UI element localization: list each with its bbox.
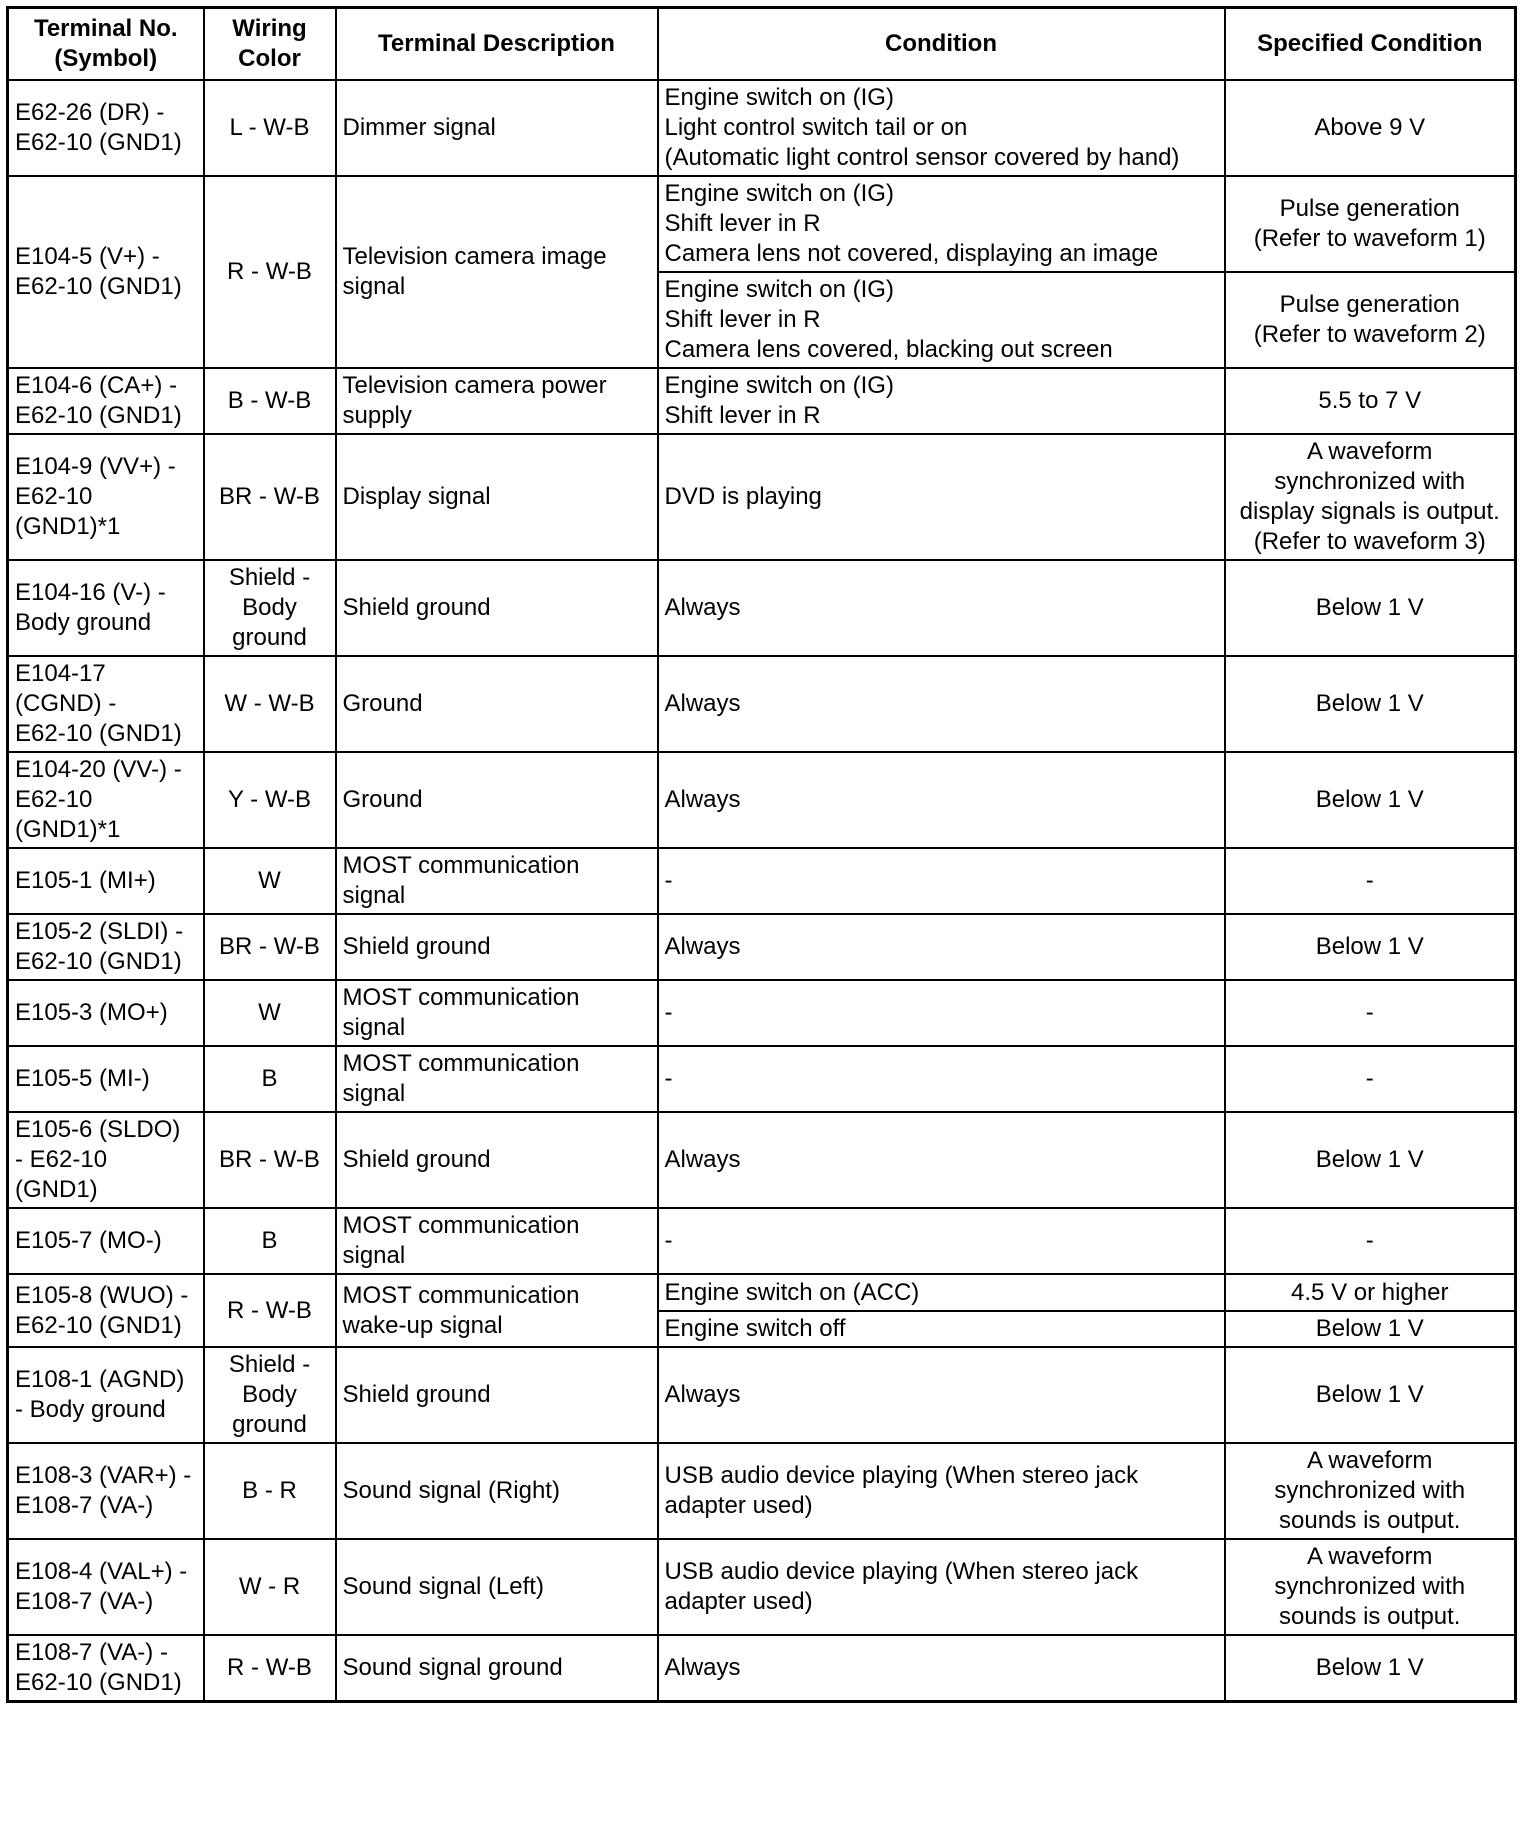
wiring-color-cell <box>204 1347 336 1443</box>
description-cell <box>336 980 658 1046</box>
terminal-cell <box>8 434 204 560</box>
terminal-cell <box>8 914 204 980</box>
header-condition: Condition <box>658 8 1225 81</box>
wiring-color-cell <box>204 1443 336 1539</box>
wiring-color-cell <box>204 560 336 656</box>
terminal-cell <box>8 368 204 434</box>
header-specified-condition: Specified Condition <box>1225 8 1516 81</box>
description-cell-text: Dimmer signal <box>342 114 496 141</box>
specified-condition-cell <box>1225 368 1516 434</box>
wiring-color-cell-text: B <box>261 1065 278 1092</box>
description-cell-text: Sound signal (Left) <box>342 1573 544 1600</box>
specified-condition-cell-text: Above 9 V <box>1314 114 1426 141</box>
condition-cell-text: DVD is playing <box>664 483 822 510</box>
condition-cell <box>658 914 1225 980</box>
description-cell-text: Sound signal (Right) <box>342 1477 560 1504</box>
specified-condition-cell-text: 5.5 to 7 V <box>1318 387 1422 414</box>
specified-condition-cell <box>1225 1539 1516 1635</box>
wiring-color-cell <box>204 1274 336 1347</box>
description-cell <box>336 656 658 752</box>
condition-cell <box>658 656 1225 752</box>
specified-condition-cell-text: A waveform synchronized with sounds is output. <box>1274 1447 1466 1534</box>
description-cell-text: Ground <box>342 690 423 717</box>
wiring-color-cell <box>204 1208 336 1274</box>
specified-condition-cell <box>1225 848 1516 914</box>
description-cell <box>336 434 658 560</box>
wiring-color-cell <box>204 980 336 1046</box>
terminal-cell-text: E104-16 (V-) - Body ground <box>15 579 166 636</box>
condition-cell <box>658 1208 1225 1274</box>
wiring-color-cell-text: L - W-B <box>229 114 310 141</box>
condition-cell-text: Always <box>664 1381 741 1408</box>
specified-condition-cell-text: Below 1 V <box>1315 1654 1424 1681</box>
condition-cell-text: Engine switch on (IG) Light control switch tail or on (Automatic light control sensor covered by hand) <box>664 84 1180 171</box>
specified-condition-cell <box>1225 1046 1516 1112</box>
terminal-cell <box>8 560 204 656</box>
specified-condition-cell <box>1225 1635 1516 1702</box>
specified-condition-cell <box>1225 80 1516 176</box>
condition-cell-text: USB audio device playing (When stereo jack adapter used) <box>664 1558 1139 1615</box>
condition-cell-text: Always <box>664 786 741 813</box>
description-cell-text: Display signal <box>342 483 491 510</box>
wiring-color-cell-text: Shield - Body ground <box>228 1351 311 1438</box>
description-cell-text: Shield ground <box>342 933 491 960</box>
terminal-cell-text: E105-7 (MO-) <box>15 1227 162 1254</box>
specified-condition-cell-text: Below 1 V <box>1315 594 1424 621</box>
terminal-cell-text: E104-9 (VV+) - E62-10 (GND1)*1 <box>15 453 176 540</box>
description-cell <box>336 1274 658 1347</box>
description-cell <box>336 1046 658 1112</box>
specified-condition-cell <box>1225 1112 1516 1208</box>
terminal-cell-text: E62-26 (DR) - E62-10 (GND1) <box>15 99 182 156</box>
table-row <box>8 176 1516 272</box>
terminal-cell-text: E104-17 (CGND) - E62-10 (GND1) <box>15 660 182 747</box>
description-cell-text: MOST communication wake-up signal <box>342 1281 580 1339</box>
specified-condition-cell <box>1225 980 1516 1046</box>
wiring-color-cell-text: W <box>258 867 281 894</box>
table-row <box>8 1443 1516 1539</box>
specified-condition-cell <box>1225 752 1516 848</box>
specified-condition-cell-text: A waveform synchronized with sounds is output. <box>1274 1543 1466 1630</box>
table-header <box>8 8 1516 81</box>
description-cell-text: Shield ground <box>342 1146 491 1173</box>
wiring-color-cell <box>204 176 336 368</box>
condition-cell <box>658 80 1225 176</box>
terminal-cell-text: E105-1 (MI+) <box>15 867 156 894</box>
condition-cell <box>658 434 1225 560</box>
specified-condition-cell <box>1225 272 1516 368</box>
terminal-cell <box>8 1347 204 1443</box>
terminal-cell <box>8 752 204 848</box>
wiring-color-cell <box>204 1046 336 1112</box>
terminal-cell-text: E108-7 (VA-) - E62-10 (GND1) <box>15 1639 182 1696</box>
terminal-cell <box>8 980 204 1046</box>
description-cell-text: MOST communication signal <box>342 852 580 909</box>
wiring-color-cell <box>204 914 336 980</box>
wiring-color-cell <box>204 368 336 434</box>
terminal-cell <box>8 80 204 176</box>
description-cell-text: Television camera power supply <box>342 372 607 429</box>
terminal-cell-text: E105-8 (WUO) - E62-10 (GND1) <box>15 1281 189 1339</box>
description-cell <box>336 368 658 434</box>
table-row <box>8 1274 1516 1311</box>
description-cell <box>336 176 658 368</box>
condition-cell-text: Always <box>664 1654 741 1681</box>
condition-cell-text: USB audio device playing (When stereo jack adapter used) <box>664 1462 1139 1519</box>
description-cell-text: Shield ground <box>342 594 491 621</box>
description-cell <box>336 1443 658 1539</box>
table-row <box>8 848 1516 914</box>
terminal-cell-text: E105-5 (MI-) <box>15 1065 150 1092</box>
table-row <box>8 1347 1516 1443</box>
specified-condition-cell <box>1225 1443 1516 1539</box>
description-cell-text: Shield ground <box>342 1381 491 1408</box>
condition-cell <box>658 1046 1225 1112</box>
table-row <box>8 434 1516 560</box>
condition-cell <box>658 272 1225 368</box>
specified-condition-cell <box>1225 914 1516 980</box>
specified-condition-cell <box>1225 176 1516 272</box>
terminal-cell <box>8 1208 204 1274</box>
condition-cell-text: - <box>664 1065 673 1092</box>
table-row <box>8 1635 1516 1702</box>
condition-cell <box>658 1274 1225 1311</box>
specified-condition-cell-text: - <box>1365 999 1374 1026</box>
specified-condition-cell-text: - <box>1365 867 1374 894</box>
header-terminal-description: Terminal Description <box>336 8 658 81</box>
terminal-cell-text: E108-3 (VAR+) - E108-7 (VA-) <box>15 1462 192 1519</box>
specified-condition-cell-text: - <box>1365 1065 1374 1092</box>
specified-condition-cell <box>1225 1208 1516 1274</box>
condition-cell-text: - <box>664 999 673 1026</box>
terminal-cell <box>8 1274 204 1347</box>
condition-cell <box>658 1539 1225 1635</box>
wiring-color-cell <box>204 752 336 848</box>
wiring-color-cell <box>204 1112 336 1208</box>
condition-cell <box>658 368 1225 434</box>
terminal-cell <box>8 1443 204 1539</box>
condition-cell-text: Always <box>664 594 741 621</box>
terminal-cell <box>8 176 204 368</box>
terminal-cell <box>8 1539 204 1635</box>
wiring-color-cell-text: Shield - Body ground <box>228 564 311 651</box>
table-row <box>8 752 1516 848</box>
table-row <box>8 914 1516 980</box>
condition-cell <box>658 1347 1225 1443</box>
specified-condition-cell-text: Below 1 V <box>1315 1146 1424 1173</box>
terminal-cell-text: E104-5 (V+) - E62-10 (GND1) <box>15 243 182 300</box>
specified-condition-cell-text: Below 1 V <box>1315 1315 1424 1342</box>
terminal-cell-text: E108-1 (AGND) - Body ground <box>15 1366 185 1423</box>
table-row <box>8 1539 1516 1635</box>
description-cell <box>336 848 658 914</box>
condition-cell <box>658 560 1225 656</box>
terminal-cell <box>8 1635 204 1702</box>
wiring-color-cell-text: W - W-B <box>224 690 315 717</box>
wiring-color-cell <box>204 80 336 176</box>
specified-condition-cell <box>1225 1347 1516 1443</box>
specified-condition-cell-text: Below 1 V <box>1315 786 1424 813</box>
description-cell <box>336 560 658 656</box>
terminal-cell <box>8 1046 204 1112</box>
table-row <box>8 80 1516 176</box>
wiring-color-cell-text: R - W-B <box>227 1296 312 1324</box>
wiring-color-cell-text: Y - W-B <box>227 786 312 813</box>
table-body <box>8 80 1516 1702</box>
terminal-cell <box>8 1112 204 1208</box>
specified-condition-cell-text: - <box>1365 1227 1374 1254</box>
wiring-color-cell-text: BR - W-B <box>219 483 320 510</box>
wiring-color-cell <box>204 1539 336 1635</box>
condition-cell-text: Engine switch on (IG) Shift lever in R <box>664 372 894 429</box>
condition-cell-text: - <box>664 1227 673 1254</box>
header-row <box>8 8 1516 81</box>
table-row <box>8 368 1516 434</box>
wiring-color-cell-text: R - W-B <box>227 1654 312 1681</box>
condition-cell-text: Engine switch off <box>664 1315 846 1342</box>
terminal-cell <box>8 656 204 752</box>
condition-cell <box>658 980 1225 1046</box>
description-cell-text: MOST communication signal <box>342 1212 580 1269</box>
description-cell-text: Ground <box>342 786 423 813</box>
description-cell <box>336 1112 658 1208</box>
condition-cell <box>658 1311 1225 1347</box>
terminal-cell-text: E105-3 (MO+) <box>15 999 168 1026</box>
description-cell-text: Sound signal ground <box>342 1654 563 1681</box>
condition-cell-text: Engine switch on (IG) Shift lever in R Camera lens not covered, displaying an image <box>664 180 1159 267</box>
table-row <box>8 980 1516 1046</box>
description-cell <box>336 1347 658 1443</box>
description-cell <box>336 1208 658 1274</box>
wiring-color-cell <box>204 656 336 752</box>
wiring-color-cell-text: B <box>261 1227 278 1254</box>
condition-cell-text: Always <box>664 690 741 717</box>
condition-cell-text: Always <box>664 933 741 960</box>
specified-condition-cell-text: Pulse generation (Refer to waveform 2) <box>1253 291 1486 348</box>
description-cell-text: MOST communication signal <box>342 984 580 1041</box>
description-cell <box>336 80 658 176</box>
specified-condition-cell <box>1225 1274 1516 1311</box>
header-terminal: Terminal No. (Symbol) <box>8 8 204 81</box>
condition-cell <box>658 1443 1225 1539</box>
condition-cell <box>658 176 1225 272</box>
condition-cell <box>658 1112 1225 1208</box>
table-row <box>8 560 1516 656</box>
condition-cell <box>658 752 1225 848</box>
specified-condition-cell-text: Pulse generation (Refer to waveform 1) <box>1253 195 1486 252</box>
condition-cell-text: - <box>664 867 673 894</box>
condition-cell-text: Engine switch on (ACC) <box>664 1278 920 1306</box>
wiring-color-cell <box>204 848 336 914</box>
description-cell <box>336 752 658 848</box>
table-row <box>8 1208 1516 1274</box>
condition-cell-text: Engine switch on (IG) Shift lever in R Camera lens covered, blacking out screen <box>664 276 1113 363</box>
wiring-color-cell-text: BR - W-B <box>219 933 320 960</box>
terminal-cell <box>8 848 204 914</box>
specified-condition-cell-text: A waveform synchronized with display signals is output. (Refer to waveform 3) <box>1239 438 1500 555</box>
specified-condition-cell-text: Below 1 V <box>1315 1381 1424 1408</box>
wiring-color-cell-text: R - W-B <box>227 258 312 285</box>
header-wiring-color: Wiring Color <box>204 8 336 81</box>
condition-cell <box>658 1635 1225 1702</box>
terminal-cell-text: E105-6 (SLDO) - E62-10 (GND1) <box>15 1116 181 1203</box>
description-cell-text: Television camera image signal <box>342 243 607 300</box>
terminal-cell-text: E105-2 (SLDI) - E62-10 (GND1) <box>15 918 184 975</box>
description-cell-text: MOST communication signal <box>342 1050 580 1107</box>
terminal-cell-text: E104-6 (CA+) - E62-10 (GND1) <box>15 372 182 429</box>
wiring-color-cell-text: W <box>258 999 281 1026</box>
specified-condition-cell-text: Below 1 V <box>1315 933 1424 960</box>
specified-condition-cell <box>1225 560 1516 656</box>
specified-condition-cell <box>1225 1311 1516 1347</box>
description-cell <box>336 1539 658 1635</box>
wiring-color-cell <box>204 1635 336 1702</box>
table-row <box>8 656 1516 752</box>
specified-condition-cell <box>1225 656 1516 752</box>
terminal-cell-text: E108-4 (VAL+) - E108-7 (VA-) <box>15 1558 188 1615</box>
table-row <box>8 1046 1516 1112</box>
description-cell <box>336 1635 658 1702</box>
wiring-color-cell-text: BR - W-B <box>219 1146 320 1173</box>
condition-cell-text: Always <box>664 1146 741 1173</box>
table-row <box>8 1112 1516 1208</box>
terminal-table <box>6 6 1517 1703</box>
wiring-color-cell-text: W - R <box>238 1573 301 1600</box>
specified-condition-cell-text: Below 1 V <box>1315 690 1424 717</box>
description-cell <box>336 914 658 980</box>
wiring-color-cell <box>204 434 336 560</box>
specified-condition-cell <box>1225 434 1516 560</box>
terminal-cell-text: E104-20 (VV-) - E62-10 (GND1)*1 <box>15 756 182 843</box>
specified-condition-cell-text: 4.5 V or higher <box>1291 1278 1449 1306</box>
condition-cell <box>658 848 1225 914</box>
wiring-color-cell-text: B - W-B <box>227 387 312 414</box>
wiring-color-cell-text: B - R <box>242 1477 297 1504</box>
